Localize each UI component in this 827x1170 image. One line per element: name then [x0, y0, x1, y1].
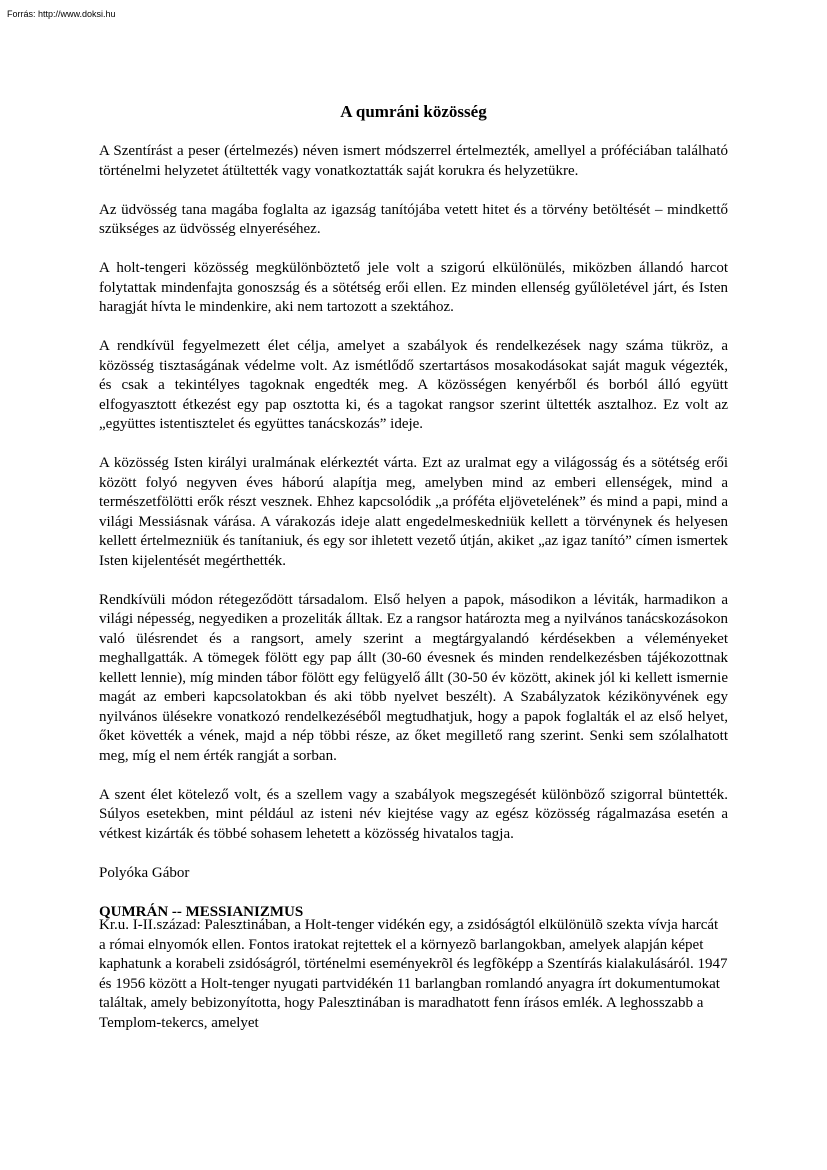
- document-body: [99, 142, 728, 942]
- author-name: Polyóka Gábor: [99, 864, 190, 881]
- paragraph: A holt-tengeri közösség megkülönböztető jele volt a szigorú elkülönülés, miközben állandó harcot folytattak mindenfajta gonoszság és a sötétség erői ellen. Ez minden ellenség gyűlöletével járt, és Isten haragját hívta le mindenkire, aki nem tartozott a szektához.: [99, 260, 728, 315]
- paragraph: A rendkívül fegyelmezett élet célja, amelyet a szabályok és rendelkezések nagy száma tükröz, a közösség tisztaságának védelme volt. Az ismétlődő szertartásos mosakodásokat saját maguk végezték, és csak a tekintélyes tagoknak engedték meg. A közösségen kenyérből és borból álló együtt elfogyasztott étkezést egy pap osztotta ki, és a tagokat rangsor szerint ültették asztalhoz. Ez volt az „együttes istentisztelet és együttes tanácskozás” ideje.: [99, 338, 728, 432]
- paragraph: Rendkívüli módon rétegeződött társadalom. Első helyen a papok, másodikon a léviták, harmadikon a világi népesség, negyediken a prozeliták álltak. Ez a rangsor határozta meg a nyilvános tanácskozásokon való ülésrendet és a rangsort, amely szerint a megtárgyalandó kérdésekben a véleményeket meghallgatták. A tömegek fölött egy pap állt (30-60 évesnek és minden rendelkezésben tájékozottnak kellett lennie), míg minden tábor fölött egy felügyelő állt (30-50 év között, akinek jól ki kellett ismernie magát az emberi kapcsolatokban és aki több nyelvet beszélt). A Szabályzatok kézikönyvének egy nyilvános ülésekre vonatkozó rendelkezéséből megtudhatjuk, hogy a papok foglalták el az első helyet, őket követték a vének, majd a nép többi része, az őket megillető rang szerint. Senki sem szólalhatott meg, míg el nem érték rangját a sorban.: [99, 591, 728, 764]
- paragraph: Az üdvösség tana magába foglalta az igazság tanítójába vetett hitet és a törvény betöltését – mindkettő szükséges az üdvösség elnyeréséhez.: [99, 201, 728, 237]
- paragraph: A szent élet kötelező volt, és a szellem vagy a szabályok megszegését különböző szigorral büntették. Súlyos esetekben, mint például az isteni név kiejtése vagy az egész közösség rágalmazása esetén a vétkest kizárták és többé sohasem lehetett a közösség hivatalos tagja.: [99, 786, 728, 842]
- page-title: A qumráni közösség: [340, 102, 487, 121]
- source-line: Forrás: http://www.doksi.hu: [7, 9, 116, 19]
- article-title: QUMRÁN -- MESSIANIZMUS: [99, 903, 304, 920]
- final-paragraph: Kr.u. I-II.század: Palesztinában, a Holt-tenger vidékén egy, a zsidóságtól elkülönülõ szekta vívja harcát a római elnyomók ellen. Fontos iratokat rejtettek el a környezõ barlangokban, amelyek alapján képet kaphatunk a korabeli zsidóságról, történelmi eseményekrõl és legfõképp a Szentírás kialakulásáról. 1947 és 1956 között a Holt-tenger nyugati partvidékén 11 barlangban romlandó anyagra írt dokumentumokat találtak, amely bebizonyította, hogy Palesztinában is maradhatott fenn írásos emlék. A leghosszabb a Templom-tekercs, amelyet: [99, 917, 728, 1031]
- paragraph: A közösség Isten királyi uralmának elérkeztét várta. Ezt az uralmat egy a világosság és a sötétség erői között folyó negyven éves háború alapítja meg, amelyben mind az emberi ellenségek, mind a természetfölötti erők részt vesznek. Ehhez kapcsolódik „a próféta eljövetelének” és mind a papi, mind a világi Messiásnak várása. A várakozás ideje alatt engedelmeskedniük kellett a törvénynek és helyesen kellett értelmezniük és tanítaniuk, és egy sor ihletett vezető útján, akiket „az igaz tanító” címen ismertek Isten kijelentését megérthették.: [99, 455, 728, 569]
- paragraph: A Szentírást a peser (értelmezés) néven ismert módszerrel értelmezték, amellyel a próféciában található történelmi helyzetet átültették vagy vonatkoztatták saját korukra és helyzetükre.: [99, 143, 728, 179]
